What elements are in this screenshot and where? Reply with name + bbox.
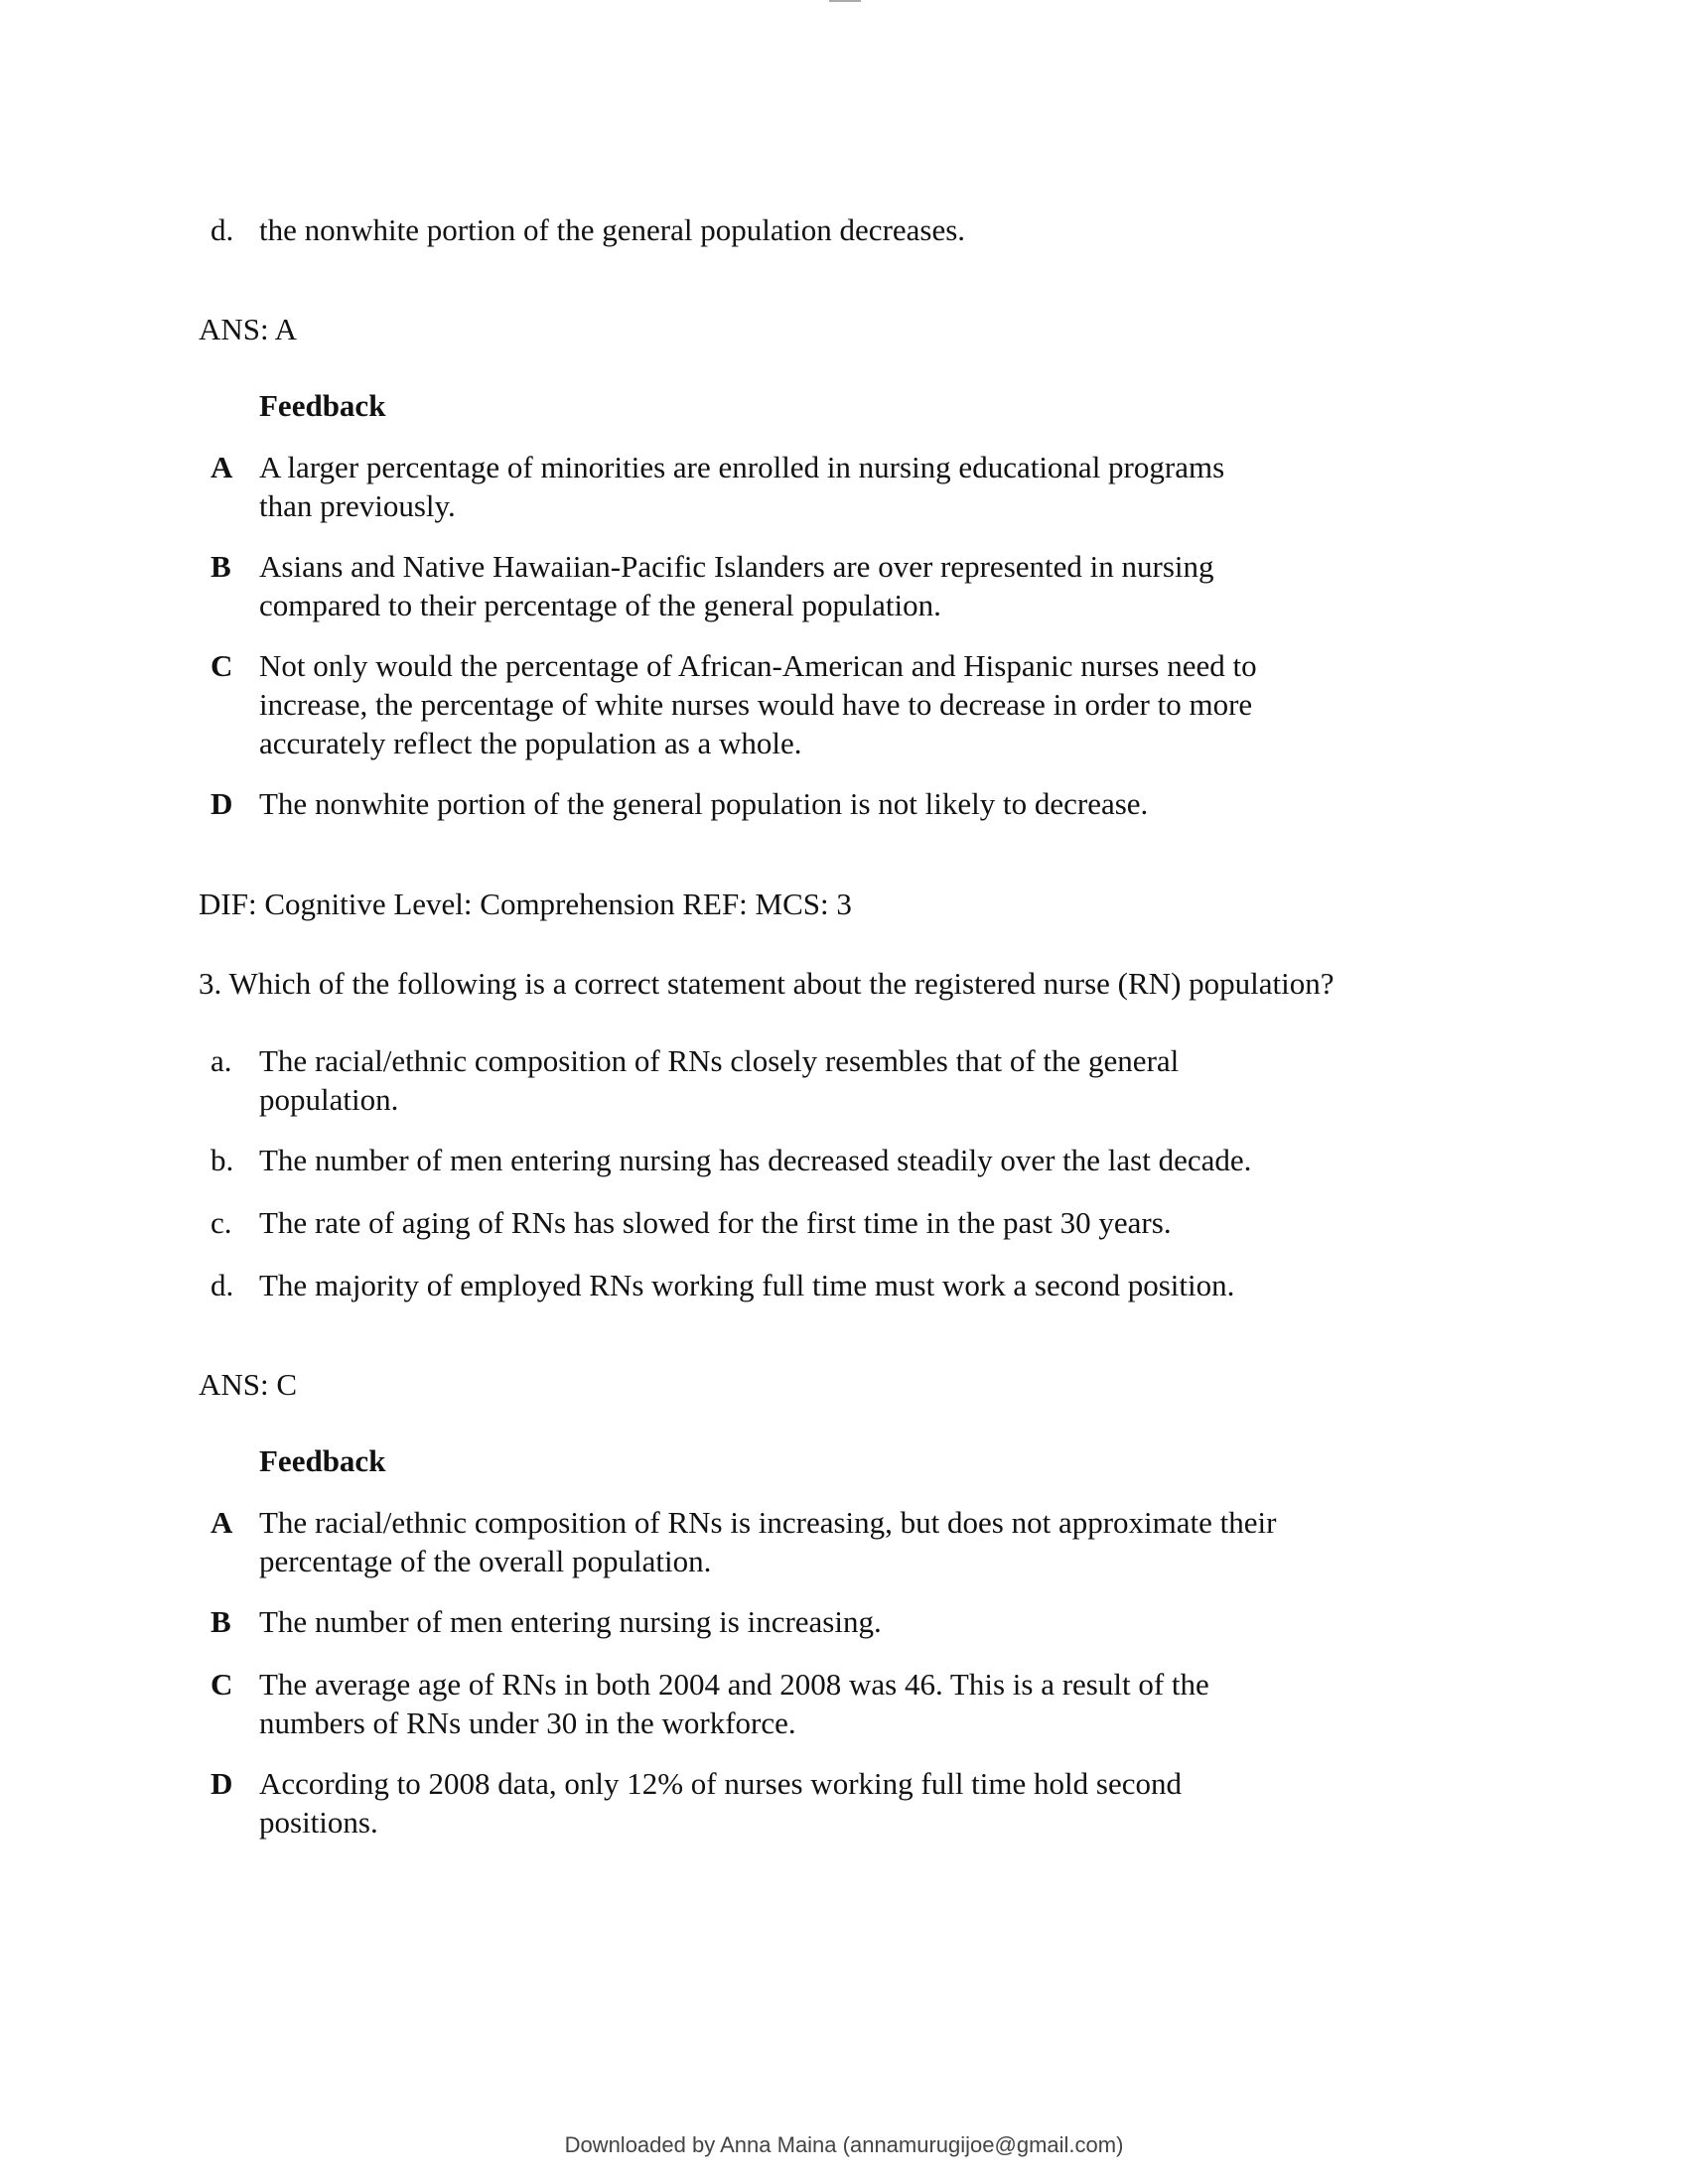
q3-feedback-heading: Feedback (259, 1443, 386, 1478)
feedback-text: The racial/ethnic composition of RNs is increasing, but does not approximate their percentage of the overall population. (259, 1505, 1277, 1578)
option-text: The racial/ethnic composition of RNs closely resembles that of the general population. (259, 1043, 1180, 1117)
q2-answer: ANS: A (199, 312, 298, 346)
feedback-label: D (211, 1766, 233, 1801)
option-text: The rate of aging of RNs has slowed for the first time in the past 30 years. (259, 1205, 1172, 1240)
q2-meta: DIF: Cognitive Level: Comprehension REF: MCS: 3 (199, 887, 852, 921)
feedback-text: According to 2008 data, only 12% of nurses working full time hold second positions. (259, 1766, 1182, 1840)
option-label: c. (211, 1205, 232, 1240)
option-label: a. (211, 1043, 232, 1078)
q3-question: 3. Which of the following is a correct statement about the registered nurse (RN) population? (199, 966, 1335, 1001)
option-text: The majority of employed RNs working full time must work a second position. (259, 1268, 1235, 1302)
feedback-label: C (211, 648, 233, 683)
feedback-text: Asians and Native Hawaiian-Pacific Islanders are over represented in nursing compared to their percentage of the general population. (259, 549, 1214, 622)
q3-answer: ANS: C (199, 1367, 298, 1402)
q2-feedback-heading: Feedback (259, 388, 386, 423)
q2-feedback-c (199, 646, 1390, 765)
feedback-label: A (211, 450, 233, 484)
q3-option-a[interactable] (199, 1041, 1390, 1121)
q3-feedback-c (199, 1665, 1390, 1744)
feedback-label: B (211, 549, 231, 584)
feedback-text: Not only would the percentage of African-American and Hispanic nurses need to increase, the percentage of white nurses would have to decrease in order to more accurately reflect the population as a whole. (259, 648, 1257, 760)
feedback-text: The number of men entering nursing is increasing. (259, 1604, 882, 1639)
q3-feedback-a (199, 1503, 1390, 1582)
option-label: d. (211, 212, 234, 247)
feedback-text: The average age of RNs in both 2004 and 2008 was 46. This is a result of the numbers of RNs under 30 in the workforce. (259, 1667, 1209, 1740)
option-text: The number of men entering nursing has decreased steadily over the last decade. (259, 1143, 1252, 1177)
feedback-label: B (211, 1604, 231, 1639)
q2-feedback-b (199, 547, 1390, 626)
feedback-label: C (211, 1667, 233, 1702)
option-label: d. (211, 1268, 234, 1302)
feedback-text: A larger percentage of minorities are enrolled in nursing educational programs than previously. (259, 450, 1225, 523)
q3-feedback-d (199, 1764, 1390, 1843)
option-text: the nonwhite portion of the general population decreases. (259, 212, 966, 247)
q2-feedback-a (199, 448, 1390, 527)
feedback-label: D (211, 786, 233, 821)
header-mark (829, 0, 861, 2)
option-label: b. (211, 1143, 234, 1177)
feedback-text: The nonwhite portion of the general population is not likely to decrease. (259, 786, 1149, 821)
download-footer: Downloaded by Anna Maina (annamurugijoe@gmail.com) (564, 2132, 1124, 2157)
feedback-label: A (211, 1505, 233, 1540)
